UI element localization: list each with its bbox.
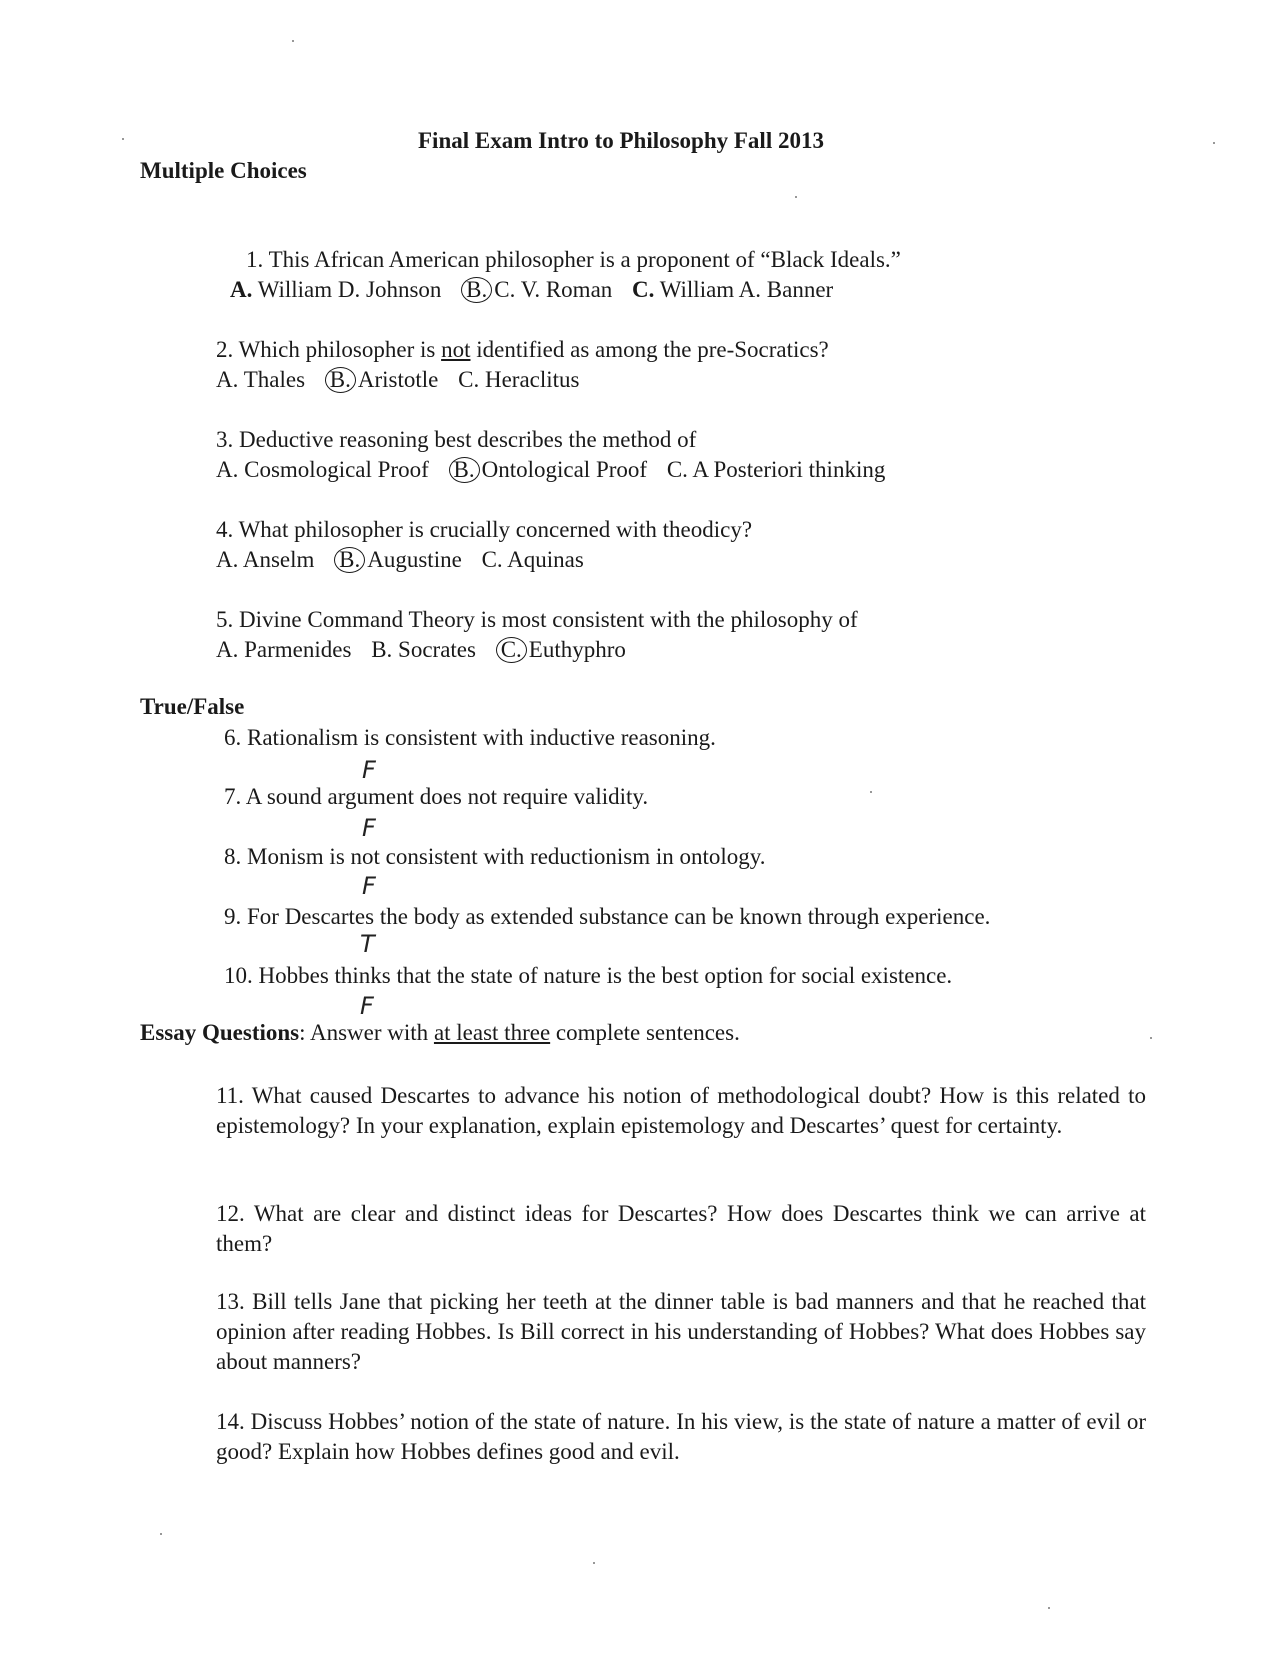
multiple-choice-heading: Multiple Choices — [140, 158, 307, 183]
essay-heading: Essay Questions: Answer with at least three complete sentences. — [140, 1020, 740, 1045]
question-1: 1. This African American philosopher is a proponent of “Black Ideals.” — [246, 247, 901, 272]
handwritten-answer-8: F — [362, 872, 376, 900]
option-a: A. Parmenides — [216, 637, 352, 662]
question-5-options — [216, 635, 640, 665]
option-c: C. A Posteriori thinking — [666, 457, 886, 482]
scan-speck — [870, 791, 872, 793]
question-5: 5. Divine Command Theory is most consistent with the philosophy of — [216, 607, 858, 632]
page-title: Final Exam Intro to Philosophy Fall 2013 — [418, 128, 824, 153]
option-a: A. Anselm — [216, 547, 315, 572]
tf-statement-7: 7. A sound argument does not require validity. — [224, 784, 649, 809]
option-b-selected: B. C. V. Roman — [461, 275, 612, 305]
essay-question-11: 11. What caused Descartes to advance his notion of methodological doubt? How is this related to epistemology? In your explanation, explain epistemology and Descartes’ quest for certainty. — [216, 1083, 1146, 1138]
option-a: A. William D. Johnson — [230, 277, 442, 302]
option-c: C. Aquinas — [481, 547, 584, 572]
question-3: 3. Deductive reasoning best describes the method of — [216, 427, 697, 452]
option-c: C. William A. Banner — [632, 277, 834, 302]
scan-speck — [593, 1562, 595, 1564]
option-b-selected: B. Aristotle — [325, 365, 439, 395]
essay-question-13: 13. Bill tells Jane that picking her teeth at the dinner table is bad manners and that he reached that opinion after reading Hobbes. Is Bill correct in his understanding of Hobbes? What does Hobbes say about manners? — [216, 1289, 1146, 1374]
question-2: 2. Which philosopher is not identified as among the pre-Socratics? — [216, 337, 829, 362]
essay-question-12: 12. What are clear and distinct ideas for Descartes? How does Descartes think we can arrive at them? — [216, 1201, 1146, 1256]
scan-speck — [795, 196, 797, 198]
tf-statement-10: 10. Hobbes thinks that the state of nature is the best option for social existence. — [224, 963, 953, 988]
essay-question-14: 14. Discuss Hobbes’ notion of the state of nature. In his view, is the state of nature a matter of evil or good? Explain how Hobbes defines good and evil. — [216, 1409, 1146, 1464]
option-c: C. Heraclitus — [458, 367, 580, 392]
tf-statement-6: 6. Rationalism is consistent with inductive reasoning. — [224, 725, 716, 750]
question-4: 4. What philosopher is crucially concerned with theodicy? — [216, 517, 753, 542]
option-a: A. Cosmological Proof — [216, 457, 429, 482]
tf-statement-9: 9. For Descartes the body as extended substance can be known through experience. — [224, 904, 991, 929]
handwritten-answer-10: F — [360, 992, 374, 1020]
handwritten-answer-6: F — [362, 756, 376, 784]
tf-statement-8: 8. Monism is not consistent with reductionism in ontology. — [224, 844, 766, 869]
scan-speck — [122, 138, 124, 140]
scan-speck — [160, 1533, 162, 1535]
true-false-heading: True/False — [140, 694, 245, 719]
scan-speck — [1150, 1037, 1152, 1039]
question-4-options — [216, 545, 598, 575]
question-3-options — [216, 455, 899, 485]
scan-speck — [1048, 1607, 1050, 1609]
option-a: A. Thales — [216, 367, 306, 392]
option-c-selected: C. Euthyphro — [496, 635, 626, 665]
option-b: B. Socrates — [371, 637, 476, 662]
option-b-selected: B. Ontological Proof — [449, 455, 648, 485]
option-b-selected: B. Augustine — [334, 545, 462, 575]
scan-speck — [1213, 142, 1215, 144]
handwritten-answer-7: F — [362, 814, 376, 842]
question-1-options — [230, 275, 847, 305]
question-2-options — [216, 365, 593, 395]
handwritten-answer-9: T — [360, 930, 375, 958]
scan-speck — [292, 40, 294, 42]
